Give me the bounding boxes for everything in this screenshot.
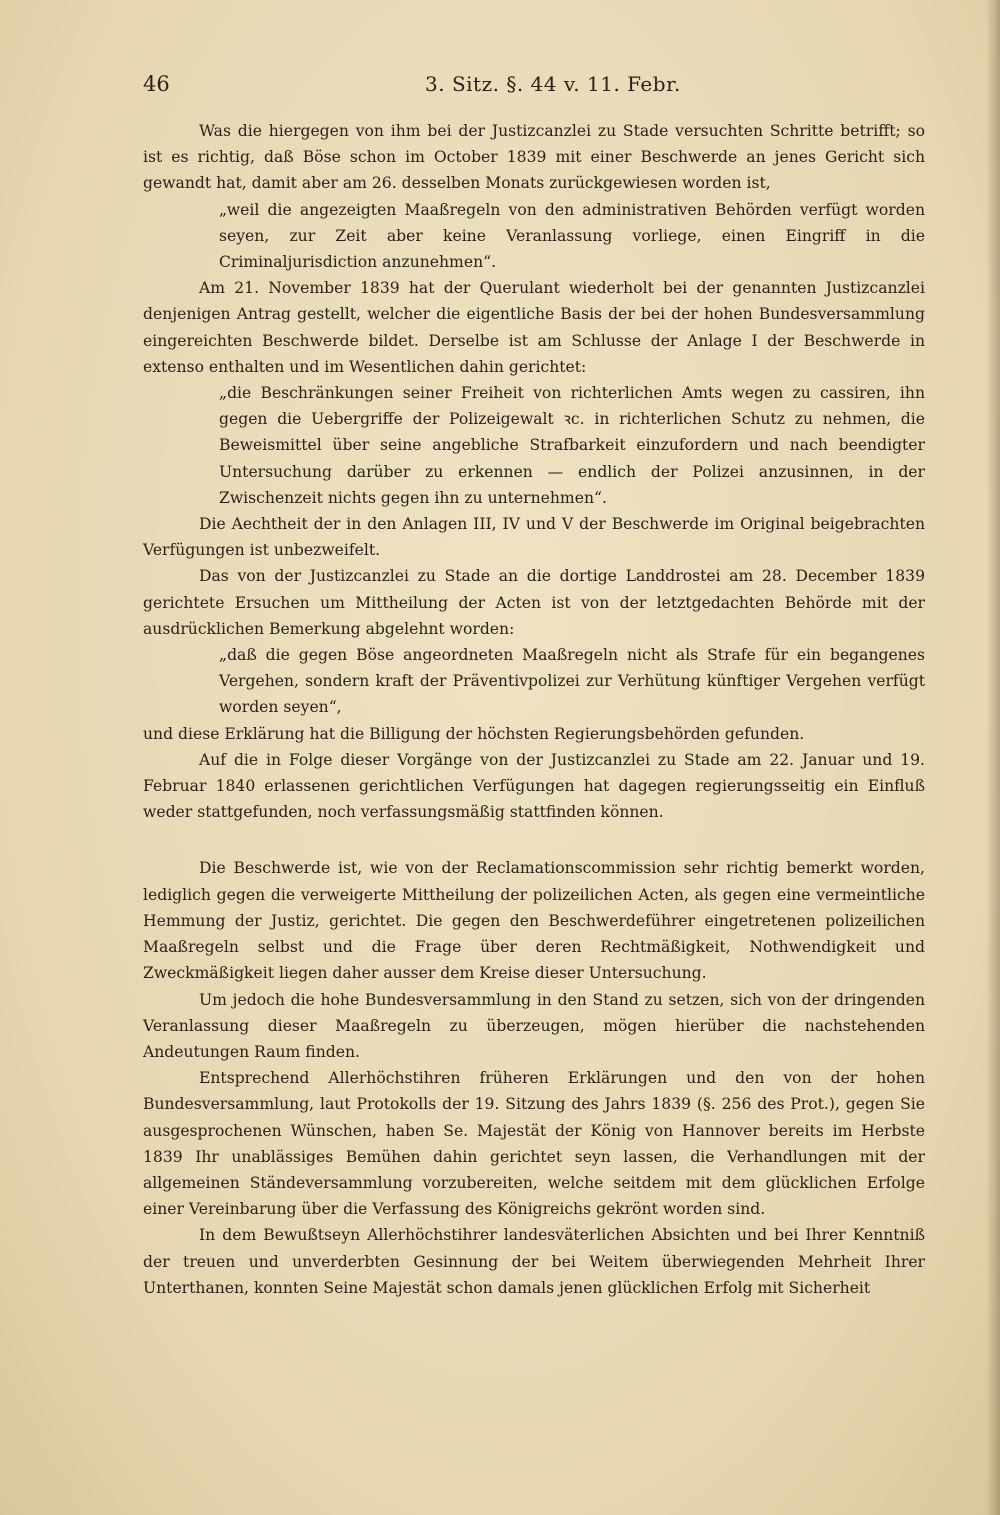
paragraph: In dem Bewußtseyn Allerhöchstihrer landesväterlichen Absichten und bei Ihrer Kenntniß der treuen und unverderbten Gesinnung der bei Weitem überwiegenden Mehrheit Ihrer Unterthanen, konnten Seine Majestät schon damals jenen glücklichen Erfolg mit Sicherheit <box>143 1226 925 1297</box>
paragraph: Was die hiergegen von ihm bei der Justizcanzlei zu Stade versuchten Schritte betrifft; so ist es richtig, daß Böse schon im October 1839 mit einer Beschwerde an jenes Gericht sich gewandt hat, damit aber am 26. desselben Monats zurückgewiesen worden ist, <box>143 122 925 193</box>
paragraph: Am 21. November 1839 hat der Querulant wiederholt bei der genannten Justizcanzlei denjenigen Antrag gestellt, welcher die eigentliche Basis der bei der hohen Bundesversammlung eingereichten Beschwerde bildet. Derselbe ist am Schlusse der Anlage I der Beschwerde in extenso enthalten und im Wesentlichen dahin gerichtet: <box>143 279 925 376</box>
page-header <box>143 72 920 102</box>
paragraph: und diese Erklärung hat die Billigung der höchsten Regierungsbehörden gefunden. <box>143 724 805 743</box>
paragraph: Die Aechtheit der in den Anlagen III, IV und V der Beschwerde im Original beigebrachten Verfügungen ist unbezweifelt. <box>143 515 925 560</box>
page-number: 46 <box>143 72 170 96</box>
paragraph: Um jedoch die hohe Bundesversammlung in den Stand zu setzen, sich von der dringenden Veranlassung dieser Maaßregeln zu überzeugen, mögen hierüber die nachstehenden Andeutungen Raum finden. <box>143 990 925 1061</box>
paragraph: Die Beschwerde ist, wie von der Reclamationscommission sehr richtig bemerkt worden, lediglich gegen die verweigerte Mittheilung der polizeilichen Acten, als gegen eine vermeintliche Hemmung der Justiz, gerichtet. Die gegen den Beschwerdeführer eingetretenen polizeilichen Maaßregeln selbst und die Frage über deren Rechtmäßigkeit, Nothwendigkeit und Zweckmäßigkeit liegen daher ausser dem Kreise dieser Untersuchung. <box>143 859 925 983</box>
page-edge-shadow <box>986 0 1000 1515</box>
block-quote: „weil die angezeigten Maaßregeln von den administrativen Behörden verfügt worden seyen, zur Zeit aber keine Veranlassung vorliege, einen Eingriff in die Criminaljurisdiction anzunehmen“. <box>219 200 925 272</box>
document-body <box>143 118 925 1301</box>
running-head: 3. Sitz. §. 44 v. 11. Febr. <box>425 72 681 96</box>
paragraph: Das von der Justizcanzlei zu Stade an die dortige Landdrostei am 28. December 1839 gerichtete Ersuchen um Mittheilung der Acten ist von der letztgedachten Behörde mit der ausdrücklichen Bemerkung abgelehnt worden: <box>143 567 925 638</box>
section-gap <box>143 825 925 855</box>
paragraph: Entsprechend Allerhöchstihren früheren Erklärungen und den von der hohen Bundesversammlung, laut Protokolls der 19. Sitzung des Jahrs 1839 (§. 256 des Prot.), gegen Sie ausgesprochenen Wünschen, haben Se. Majestät der König von Hannover bereits im Herbste 1839 Ihr unablässiges Bemühen dahin gerichtet seyn lassen, die Verhandlungen mit der allgemeinen Ständeversammlung vorzubereiten, welche seitdem mit dem glücklichen Erfolge einer Vereinbarung über die Verfassung des Königreichs gekrönt worden sind. <box>143 1069 925 1219</box>
block-quote: „daß die gegen Böse angeordneten Maaßregeln nicht als Strafe für ein begangenes Vergehen, sondern kraft der Präventivpolizei zur Verhütung künftiger Vergehen verfügt worden seyen“, <box>219 646 925 717</box>
paragraph: Auf die in Folge dieser Vorgänge von der Justizcanzlei zu Stade am 22. Januar und 19. Februar 1840 erlassenen gerichtlichen Verfügungen hat dagegen regierungsseitig ein Einfluß weder stattgefunden, noch verfassungsmäßig stattfinden können. <box>143 750 925 822</box>
block-quote: „die Beschränkungen seiner Freiheit von richterlichen Amts wegen zu cassiren, ihn gegen die Uebergriffe der Polizeigewalt ꝛc. in richterlichen Schutz zu nehmen, die Beweismittel über seine angebliche Strafbarkeit einzufordern und nach beendigter Untersuchung darüber zu erkennen — endlich der Polizei anzusinnen, in der Zwischenzeit nichts gegen ihn zu unternehmen“. <box>219 384 925 507</box>
